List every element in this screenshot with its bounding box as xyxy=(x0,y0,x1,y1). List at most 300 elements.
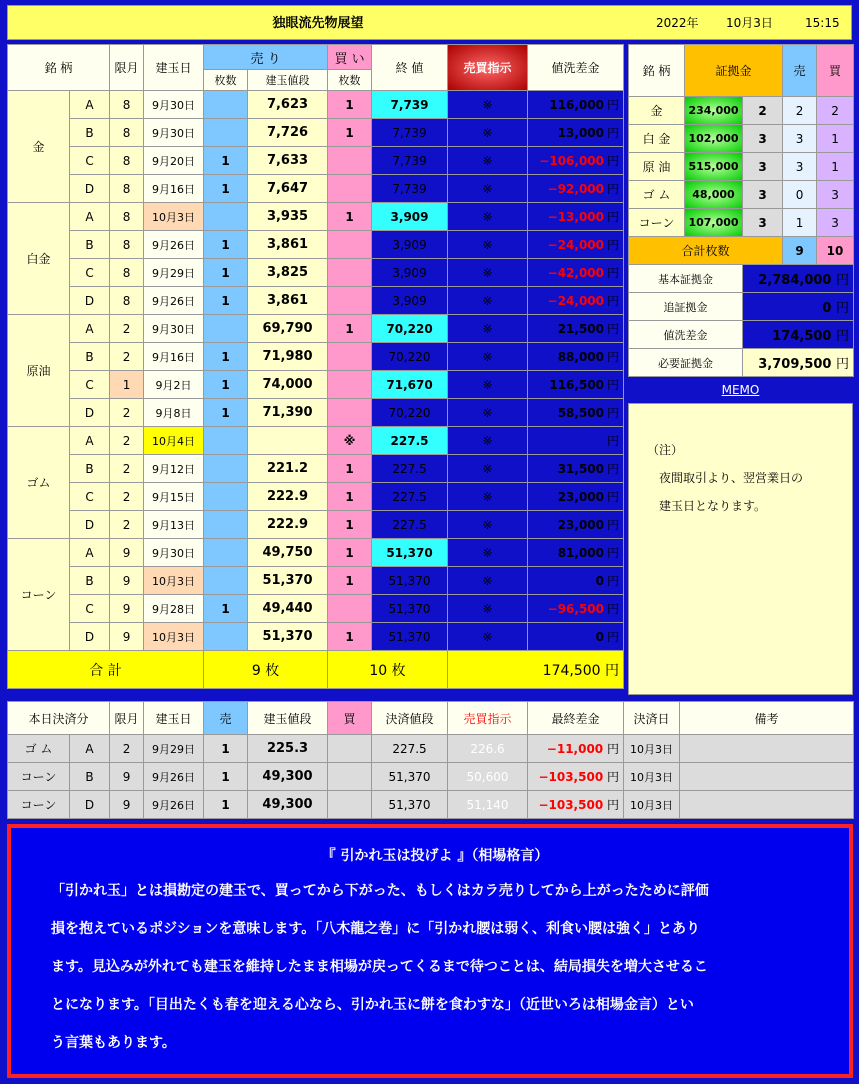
settled-biko xyxy=(680,791,854,819)
settled-table xyxy=(7,701,854,819)
order-cell: ※ xyxy=(448,371,528,399)
shuchi-cell: 7,739 xyxy=(372,147,448,175)
gengetsu-cell: 2 xyxy=(110,315,144,343)
tateyasubi-cell: 9月8日 xyxy=(144,399,204,427)
margin-kai: 1 xyxy=(817,125,854,153)
proverb-line: 損を抱えているポジションを意味します。「八木龍之巻」に「引かれ腰は弱く、利食い腰は強く」とあり xyxy=(51,921,700,937)
sakin-value: −92,000 xyxy=(547,182,605,196)
position-row xyxy=(8,259,624,287)
margin-row xyxy=(629,181,854,209)
margin-count: 3 xyxy=(743,153,783,181)
proverb-line: う言葉もあります。 xyxy=(51,1035,176,1051)
col-order: 売買指示 xyxy=(448,45,528,91)
memo-line: 建玉日となります。 xyxy=(647,499,767,513)
sakin-value: 13,000 xyxy=(557,126,605,140)
gengetsu-cell: 2 xyxy=(110,343,144,371)
settled-sakin xyxy=(528,791,624,819)
tateyasubi-cell: 9月29日 xyxy=(144,259,204,287)
uri-maisu-cell: 1 xyxy=(204,231,248,259)
uri-maisu-cell xyxy=(204,623,248,651)
order-cell: ※ xyxy=(448,119,528,147)
kai-maisu-cell: 1 xyxy=(328,119,372,147)
kai-maisu-cell: 1 xyxy=(328,203,372,231)
order-cell: ※ xyxy=(448,315,528,343)
uri-maisu-cell: 1 xyxy=(204,399,248,427)
order-cell: ※ xyxy=(448,511,528,539)
shuchi-cell: 71,670 xyxy=(372,371,448,399)
order-cell: ※ xyxy=(448,231,528,259)
tateyasubi-cell: 10月3日 xyxy=(144,567,204,595)
margin-col-meigara: 銘 柄 xyxy=(629,45,685,97)
order-cell: ※ xyxy=(448,287,528,315)
sakin-value: 81,000 xyxy=(557,546,605,560)
settled-row xyxy=(8,791,854,819)
yen-unit: 円 xyxy=(607,546,620,560)
yen-unit: 円 xyxy=(836,329,850,344)
col-sakin: 値洗差金 xyxy=(528,45,624,91)
margin-kai: 3 xyxy=(817,209,854,237)
tateyasubi-cell: 9月26日 xyxy=(144,231,204,259)
settled-kai xyxy=(328,791,372,819)
margin-row xyxy=(629,209,854,237)
uri-maisu-cell xyxy=(204,483,248,511)
settled-gengetsu: 9 xyxy=(110,791,144,819)
sakin-value: 0 xyxy=(595,574,605,588)
settled-kessaibi: 10月3日 xyxy=(624,735,680,763)
settled-kai xyxy=(328,735,372,763)
margin-col-shokokin: 証拠金 xyxy=(685,45,783,97)
uri-maisu-cell: 1 xyxy=(204,259,248,287)
settled-col-tateyasubi: 建玉日 xyxy=(144,702,204,735)
yen-unit: 円 xyxy=(836,301,850,316)
tateyasubi-cell: 9月26日 xyxy=(144,287,204,315)
settled-tateyasubi: 9月26日 xyxy=(144,763,204,791)
yen-unit: 円 xyxy=(607,266,620,280)
margin-kai: 1 xyxy=(817,153,854,181)
shuchi-cell: 7,739 xyxy=(372,175,448,203)
order-cell: ※ xyxy=(448,147,528,175)
tateyasubi-cell: 10月3日 xyxy=(144,623,204,651)
margin-uri: 3 xyxy=(783,125,817,153)
series-letter: D xyxy=(70,175,110,203)
yen-unit: 円 xyxy=(607,742,620,756)
header-time: 15:15 xyxy=(805,16,840,30)
sakin-value: −24,000 xyxy=(547,294,605,308)
shuchi-cell: 3,909 xyxy=(372,259,448,287)
summary-label: 追証拠金 xyxy=(629,293,743,321)
col-meigara: 銘 柄 xyxy=(8,45,110,91)
sakin-cell xyxy=(528,399,624,427)
tateyasubi-cell: 9月15日 xyxy=(144,483,204,511)
order-cell: ※ xyxy=(448,203,528,231)
col-tateneodan: 建玉値段 xyxy=(248,70,328,91)
settled-gengetsu: 2 xyxy=(110,735,144,763)
series-letter: D xyxy=(70,399,110,427)
margin-total-row xyxy=(629,237,854,265)
order-cell: ※ xyxy=(448,539,528,567)
sakin-value: 116,500 xyxy=(549,378,605,392)
margin-count: 2 xyxy=(743,97,783,125)
settled-biko xyxy=(680,763,854,791)
tateyasubi-cell: 9月28日 xyxy=(144,595,204,623)
position-row xyxy=(8,511,624,539)
settled-sakin-value: −103,500 xyxy=(538,770,604,784)
col-uri: 売 り xyxy=(204,45,328,70)
settled-name: ゴ ム xyxy=(8,735,70,763)
sakin-cell xyxy=(528,427,624,455)
order-cell: ※ xyxy=(448,623,528,651)
sakin-value: 88,000 xyxy=(557,350,605,364)
gengetsu-cell: 2 xyxy=(110,511,144,539)
summary-value xyxy=(743,293,854,321)
tateneodan-cell: 74,000 xyxy=(248,371,328,399)
shuchi-cell: 227.5 xyxy=(372,511,448,539)
gengetsu-cell: 8 xyxy=(110,147,144,175)
position-row xyxy=(8,371,624,399)
margin-row xyxy=(629,153,854,181)
series-letter: C xyxy=(70,483,110,511)
sakin-cell xyxy=(528,203,624,231)
tateneodan-cell xyxy=(248,427,328,455)
uri-maisu-cell xyxy=(204,567,248,595)
settled-uri: 1 xyxy=(204,791,248,819)
yen-unit: 円 xyxy=(607,490,620,504)
series-letter: C xyxy=(70,259,110,287)
series-letter: B xyxy=(70,455,110,483)
yen-unit: 円 xyxy=(607,182,620,196)
shuchi-cell: 227.5 xyxy=(372,483,448,511)
summary-row xyxy=(629,293,854,321)
tateyasubi-cell: 10月4日 xyxy=(144,427,204,455)
margin-uri: 3 xyxy=(783,153,817,181)
settled-col-kessaibi: 決済日 xyxy=(624,702,680,735)
summary-row xyxy=(629,321,854,349)
tateneodan-cell: 7,633 xyxy=(248,147,328,175)
shuchi-cell: 3,909 xyxy=(372,203,448,231)
position-row xyxy=(8,595,624,623)
summary-amount: 0 xyxy=(822,301,832,316)
order-cell: ※ xyxy=(448,175,528,203)
sakin-cell xyxy=(528,455,624,483)
position-row xyxy=(8,455,624,483)
sakin-cell xyxy=(528,595,624,623)
margin-name: ゴ ム xyxy=(629,181,685,209)
margin-name: 原 油 xyxy=(629,153,685,181)
tateneodan-cell: 221.2 xyxy=(248,455,328,483)
order-cell: ※ xyxy=(448,343,528,371)
gengetsu-cell: 2 xyxy=(110,455,144,483)
uri-maisu-cell: 1 xyxy=(204,147,248,175)
uri-maisu-cell xyxy=(204,455,248,483)
summary-amount: 2,784,000 xyxy=(758,273,832,288)
sakin-cell xyxy=(528,175,624,203)
position-row xyxy=(8,203,624,231)
total-label: 合 計 xyxy=(8,651,204,689)
total-uri-value: 9 xyxy=(251,662,261,679)
summary-row xyxy=(629,349,854,377)
col-kai-maisu: 枚数 xyxy=(328,70,372,91)
margin-count: 3 xyxy=(743,125,783,153)
margin-amount: 48,000 xyxy=(685,181,743,209)
sakin-value: 31,500 xyxy=(557,462,605,476)
position-row xyxy=(8,91,624,119)
yen-unit: 円 xyxy=(607,210,620,224)
kai-maisu-cell xyxy=(328,595,372,623)
settled-uri: 1 xyxy=(204,735,248,763)
margin-total-label: 合計枚数 xyxy=(629,237,783,265)
settled-col-sakin: 最終差金 xyxy=(528,702,624,735)
shuchi-cell: 3,909 xyxy=(372,287,448,315)
shuchi-cell: 7,739 xyxy=(372,91,448,119)
uri-maisu-cell xyxy=(204,511,248,539)
yen-unit: 円 xyxy=(607,434,620,448)
settled-col-title: 本日決済分 xyxy=(8,702,110,735)
settled-neodan: 225.3 xyxy=(248,735,328,763)
shuchi-cell: 70,220 xyxy=(372,399,448,427)
settled-col-kai: 買 xyxy=(328,702,372,735)
tateneodan-cell: 51,370 xyxy=(248,623,328,651)
kai-maisu-cell: 1 xyxy=(328,511,372,539)
yen-unit: 円 xyxy=(607,406,620,420)
col-kai: 買 い xyxy=(328,45,372,70)
sakin-value: −106,000 xyxy=(539,154,605,168)
shuchi-cell: 3,909 xyxy=(372,231,448,259)
yen-unit: 円 xyxy=(605,662,620,679)
kai-maisu-cell: 1 xyxy=(328,455,372,483)
position-row xyxy=(8,567,624,595)
tateneodan-cell: 71,980 xyxy=(248,343,328,371)
margin-row xyxy=(629,97,854,125)
tateneodan-cell: 3,935 xyxy=(248,203,328,231)
uri-maisu-cell xyxy=(204,203,248,231)
tateneodan-cell: 49,750 xyxy=(248,539,328,567)
sakin-cell xyxy=(528,315,624,343)
kai-maisu-cell xyxy=(328,343,372,371)
settled-sakin xyxy=(528,763,624,791)
settled-kessaineodan: 51,370 xyxy=(372,763,448,791)
header-year: 2022年 xyxy=(656,16,699,30)
sakin-cell xyxy=(528,511,624,539)
gengetsu-cell: 8 xyxy=(110,287,144,315)
margin-kai: 2 xyxy=(817,97,854,125)
position-row xyxy=(8,119,624,147)
margin-amount: 102,000 xyxy=(685,125,743,153)
settled-order: 51,140 xyxy=(448,791,528,819)
settled-letter: B xyxy=(70,763,110,791)
yen-unit: 円 xyxy=(607,518,620,532)
summary-amount: 174,500 xyxy=(772,329,832,344)
kai-maisu-cell xyxy=(328,259,372,287)
tateyasubi-cell: 9月30日 xyxy=(144,315,204,343)
tateneodan-cell: 222.9 xyxy=(248,511,328,539)
settled-letter: A xyxy=(70,735,110,763)
tateneodan-cell: 7,647 xyxy=(248,175,328,203)
sakin-cell xyxy=(528,91,624,119)
proverb-line: ます。見込みが外れても建玉を維持したまま相場が戻ってくるまで待つことは、結局損失を増大させるこ xyxy=(51,959,708,975)
gengetsu-cell: 8 xyxy=(110,175,144,203)
shuchi-cell: 7,739 xyxy=(372,119,448,147)
sakin-cell xyxy=(528,259,624,287)
sakin-cell xyxy=(528,371,624,399)
kai-maisu-cell: 1 xyxy=(328,567,372,595)
settled-kessaineodan: 51,370 xyxy=(372,791,448,819)
sakin-cell xyxy=(528,119,624,147)
position-row xyxy=(8,539,624,567)
gengetsu-cell: 9 xyxy=(110,567,144,595)
total-unit: 枚 xyxy=(265,662,280,679)
total-row xyxy=(8,651,624,689)
settled-uri: 1 xyxy=(204,763,248,791)
sakin-value: 116,000 xyxy=(549,98,605,112)
settled-row xyxy=(8,763,854,791)
settled-col-order: 売買指示 xyxy=(448,702,528,735)
margin-col-kai: 買 xyxy=(817,45,854,97)
memo-line: 夜間取引より、翌営業日の xyxy=(647,471,804,485)
uri-maisu-cell xyxy=(204,91,248,119)
series-letter: C xyxy=(70,595,110,623)
order-cell: ※ xyxy=(448,455,528,483)
order-cell: ※ xyxy=(448,259,528,287)
margin-uri: 0 xyxy=(783,181,817,209)
series-letter: A xyxy=(70,315,110,343)
col-shuchi: 終 値 xyxy=(372,45,448,91)
uri-maisu-cell: 1 xyxy=(204,287,248,315)
tateyasubi-cell: 9月30日 xyxy=(144,539,204,567)
header-date: 10月3日 xyxy=(726,16,773,30)
shuchi-cell: 51,370 xyxy=(372,567,448,595)
tateneodan-cell: 3,825 xyxy=(248,259,328,287)
proverb-title: 『 引かれ玉は投げよ 』（相場格言） xyxy=(321,848,549,864)
settled-sakin xyxy=(528,735,624,763)
settled-name: コーン xyxy=(8,791,70,819)
settled-col-neodan: 建玉値段 xyxy=(248,702,328,735)
kai-maisu-cell: 1 xyxy=(328,623,372,651)
position-row xyxy=(8,231,624,259)
gengetsu-cell: 9 xyxy=(110,539,144,567)
sakin-value: 23,000 xyxy=(557,518,605,532)
settled-neodan: 49,300 xyxy=(248,763,328,791)
margin-name: コーン xyxy=(629,209,685,237)
group-name: コーン xyxy=(8,539,70,651)
positions-table xyxy=(7,44,624,689)
col-uri-maisu: 枚数 xyxy=(204,70,248,91)
position-row xyxy=(8,175,624,203)
kai-maisu-cell: 1 xyxy=(328,539,372,567)
tateneodan-cell: 222.9 xyxy=(248,483,328,511)
gengetsu-cell: 8 xyxy=(110,91,144,119)
margin-total-uri: 9 xyxy=(783,237,817,265)
group-name: 原油 xyxy=(8,315,70,427)
yen-unit: 円 xyxy=(607,462,620,476)
summary-row xyxy=(629,265,854,293)
tateneodan-cell: 3,861 xyxy=(248,287,328,315)
kai-maisu-cell: 1 xyxy=(328,91,372,119)
settled-order: 50,600 xyxy=(448,763,528,791)
tateyasubi-cell: 9月16日 xyxy=(144,343,204,371)
total-amount-value: 174,500 xyxy=(542,662,601,679)
memo-panel xyxy=(628,403,853,695)
memo-line: （注） xyxy=(647,443,684,457)
yen-unit: 円 xyxy=(607,378,620,392)
series-letter: D xyxy=(70,623,110,651)
series-letter: D xyxy=(70,287,110,315)
yen-unit: 円 xyxy=(607,630,620,644)
group-name: 白金 xyxy=(8,203,70,315)
proverb-line: 「引かれ玉」とは損勘定の建玉で、買ってから下がった、もしくはカラ売りしてから上がったために評価 xyxy=(51,883,709,899)
settled-neodan: 49,300 xyxy=(248,791,328,819)
series-letter: A xyxy=(70,539,110,567)
settled-tateyasubi: 9月29日 xyxy=(144,735,204,763)
margin-amount: 515,000 xyxy=(685,153,743,181)
position-row xyxy=(8,483,624,511)
sakin-cell xyxy=(528,231,624,259)
gengetsu-cell: 8 xyxy=(110,259,144,287)
tateyasubi-cell: 9月2日 xyxy=(144,371,204,399)
group-name: 金 xyxy=(8,91,70,203)
settled-kai xyxy=(328,763,372,791)
kai-maisu-cell xyxy=(328,287,372,315)
yen-unit: 円 xyxy=(607,238,620,252)
yen-unit: 円 xyxy=(607,350,620,364)
settled-gengetsu: 9 xyxy=(110,763,144,791)
tateneodan-cell: 49,440 xyxy=(248,595,328,623)
summary-label: 必要証拠金 xyxy=(629,349,743,377)
margin-col-uri: 売 xyxy=(783,45,817,97)
margin-name: 金 xyxy=(629,97,685,125)
settled-order: 226.6 xyxy=(448,735,528,763)
series-letter: A xyxy=(70,203,110,231)
uri-maisu-cell xyxy=(204,315,248,343)
series-letter: B xyxy=(70,343,110,371)
proverb-box xyxy=(7,824,853,1078)
position-row xyxy=(8,287,624,315)
shuchi-cell: 51,370 xyxy=(372,623,448,651)
settled-kessaibi: 10月3日 xyxy=(624,763,680,791)
order-cell: ※ xyxy=(448,91,528,119)
margin-count: 3 xyxy=(743,209,783,237)
sakin-value: 58,500 xyxy=(557,406,605,420)
order-cell: ※ xyxy=(448,595,528,623)
yen-unit: 円 xyxy=(607,98,620,112)
settled-biko xyxy=(680,735,854,763)
summary-label: 基本証拠金 xyxy=(629,265,743,293)
series-letter: B xyxy=(70,119,110,147)
kai-maisu-cell xyxy=(328,147,372,175)
margin-row xyxy=(629,125,854,153)
sakin-cell xyxy=(528,287,624,315)
total-unit: 枚 xyxy=(391,662,406,679)
memo-link[interactable]: MEMO xyxy=(721,383,760,397)
total-amount xyxy=(448,651,624,689)
settled-tateyasubi: 9月26日 xyxy=(144,791,204,819)
tateneodan-cell: 7,623 xyxy=(248,91,328,119)
shuchi-cell: 70,220 xyxy=(372,315,448,343)
settled-kessaineodan: 227.5 xyxy=(372,735,448,763)
summary-value xyxy=(743,265,854,293)
group-name: ゴム xyxy=(8,427,70,539)
gengetsu-cell: 8 xyxy=(110,203,144,231)
sakin-value: −13,000 xyxy=(547,210,605,224)
shuchi-cell: 51,370 xyxy=(372,539,448,567)
sakin-cell xyxy=(528,343,624,371)
series-letter: C xyxy=(70,371,110,399)
position-row xyxy=(8,399,624,427)
sakin-cell xyxy=(528,567,624,595)
margin-total-kai: 10 xyxy=(817,237,854,265)
tateyasubi-cell: 9月16日 xyxy=(144,175,204,203)
col-tateyasubi: 建玉日 xyxy=(144,45,204,91)
position-row xyxy=(8,147,624,175)
